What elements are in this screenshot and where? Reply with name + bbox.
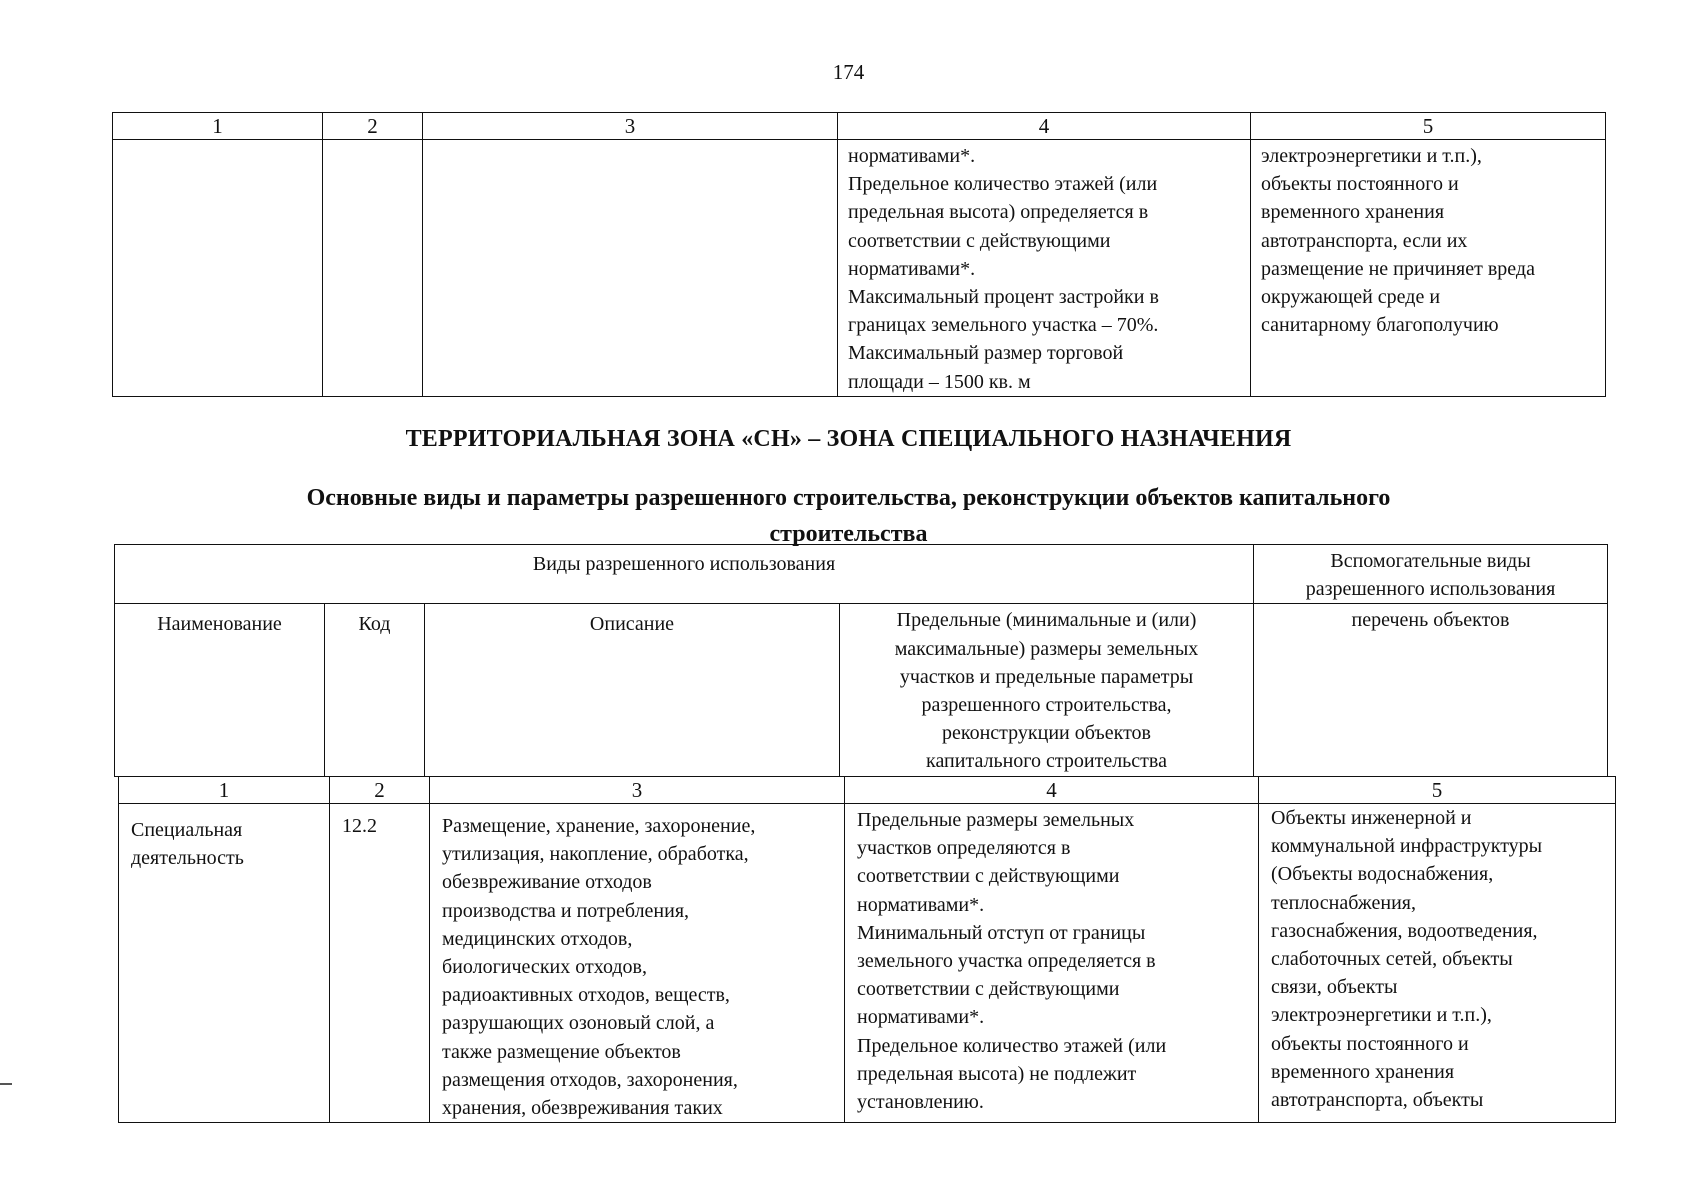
text-line: радиоактивных отходов, веществ, xyxy=(442,984,730,1007)
text-line: теплоснабжения, xyxy=(1271,891,1416,914)
text-line: границах земельного участка – 70%. xyxy=(848,314,1159,337)
column-number-row xyxy=(119,777,1616,804)
text-line: максимальные) размеры земельных xyxy=(894,637,1199,660)
text-line: соответствии с действующими xyxy=(857,978,1120,1001)
page-number: 174 xyxy=(832,60,865,84)
header-name xyxy=(115,604,325,776)
group-header xyxy=(115,545,1254,604)
text-line: электроэнергетики и т.п.), xyxy=(1261,145,1482,167)
cell-params xyxy=(838,140,1251,397)
section-heading-line: Основные виды и параметры разрешенного строительства, реконструкции объектов капитального xyxy=(306,485,1391,511)
text-line: коммунальной инфраструктуры xyxy=(1271,835,1543,858)
objects-text xyxy=(1259,804,1615,1114)
text-line: окружающей среде и xyxy=(1261,286,1441,309)
text-line: разрешенного строительства, xyxy=(921,694,1172,717)
text-line: Предельное количество этажей (или xyxy=(848,173,1158,196)
col-number: 5 xyxy=(1251,113,1606,140)
col-number: 1 xyxy=(119,777,330,804)
header-objects xyxy=(1254,604,1608,776)
data-table xyxy=(118,776,1616,1123)
text-line: объекты постоянного и xyxy=(1261,173,1459,196)
text-line: Минимальный отступ от границы xyxy=(857,921,1146,944)
text-line: нормативами*. xyxy=(857,1006,985,1029)
col-number: 3 xyxy=(423,113,838,140)
text-line: разрушающих озоновый слой, а xyxy=(442,1012,715,1035)
text-line: временного хранения xyxy=(1261,201,1445,224)
cell-name xyxy=(113,140,323,397)
text-line: утилизация, накопление, обработка, xyxy=(442,843,749,866)
cell-description xyxy=(430,804,845,1123)
text-line: Максимальный процент застройки в xyxy=(848,286,1159,309)
text-line: земельного участка определяется в xyxy=(857,950,1156,973)
text-line: установлению. xyxy=(857,1091,984,1114)
name-text xyxy=(119,804,329,872)
cell-params xyxy=(845,804,1259,1123)
col-number: 4 xyxy=(838,113,1251,140)
col-number: 4 xyxy=(845,777,1259,804)
text-line: производства и потребления, xyxy=(442,899,690,922)
text-line: (Объекты водоснабжения, xyxy=(1271,863,1494,886)
text-line: разрешенного использования xyxy=(1305,578,1556,601)
text-line: нормативами*. xyxy=(857,893,985,916)
text-line: Объекты инженерной и xyxy=(1271,807,1472,829)
text-line: Максимальный размер торговой xyxy=(848,342,1124,365)
text-line: нормативами*. xyxy=(848,145,976,167)
text-line: объекты постоянного и xyxy=(1271,1032,1469,1055)
text-line: участков и предельные параметры xyxy=(899,665,1194,688)
params-text xyxy=(838,140,1250,396)
text-line: Предельные (минимальные и (или) xyxy=(896,609,1197,632)
params-text xyxy=(845,804,1258,1116)
section-heading-line: строительства xyxy=(769,521,928,547)
col-number: 1 xyxy=(113,113,323,140)
cell-objects xyxy=(1259,804,1616,1123)
text-line: санитарному благополучию xyxy=(1261,314,1499,337)
text-line: капитального строительства xyxy=(926,750,1167,773)
code-text: 12.2 xyxy=(342,815,377,837)
cell-description xyxy=(423,140,838,397)
text-line: реконструкции объектов xyxy=(942,722,1151,745)
text-line: предельная высота) не подлежит xyxy=(857,1062,1137,1085)
cell-objects xyxy=(1251,140,1606,397)
scan-edge-mark xyxy=(0,1083,12,1085)
col-number: 5 xyxy=(1259,777,1616,804)
section-heading xyxy=(200,480,1497,552)
text-line: участков определяются в xyxy=(857,837,1071,860)
group-header-label: Виды разрешенного использования xyxy=(532,553,836,575)
column-header-row xyxy=(115,604,1608,776)
cell-code xyxy=(323,140,423,397)
text-line: Размещение, хранение, захоронение, xyxy=(442,815,756,837)
zone-heading: ТЕРРИТОРИАЛЬНАЯ ЗОНА «СН» – ЗОНА СПЕЦИАЛЬНОГО НАЗНАЧЕНИЯ xyxy=(405,426,1292,452)
text-line: газоснабжения, водоотведения, xyxy=(1271,919,1538,942)
aux-header-label xyxy=(1254,545,1607,603)
header-name-label: Наименование xyxy=(157,613,282,636)
text-line: Вспомогательные виды xyxy=(1330,550,1531,572)
text-line: биологических отходов, xyxy=(442,956,647,979)
text-line: Специальная xyxy=(131,819,243,841)
table-row xyxy=(113,140,1606,397)
description-text xyxy=(430,804,844,1122)
header-params-label xyxy=(840,604,1253,775)
text-line: автотранспорта, если их xyxy=(1261,229,1468,252)
text-line: слаботочных сетей, объекты xyxy=(1271,948,1513,971)
cell-code xyxy=(330,804,430,1123)
header-description-label: Описание xyxy=(589,613,675,636)
text-line: предельная высота) определяется в xyxy=(848,201,1149,224)
text-line: Предельное количество этажей (или xyxy=(857,1034,1167,1057)
cell-name xyxy=(119,804,330,1123)
text-line: также размещение объектов xyxy=(442,1040,681,1063)
text-line: деятельность xyxy=(131,847,244,870)
group-header-row xyxy=(115,545,1608,604)
header-description xyxy=(425,604,840,776)
text-line: медицинских отходов, xyxy=(442,927,633,950)
continuation-table xyxy=(112,112,1606,397)
header-code xyxy=(325,604,425,776)
column-number-row xyxy=(113,113,1606,140)
text-line: обезвреживание отходов xyxy=(442,871,652,894)
text-line: соответствии с действующими xyxy=(857,865,1120,888)
text-line: связи, объекты xyxy=(1271,976,1398,999)
text-line: хранения, обезвреживания таких xyxy=(442,1097,723,1120)
header-code-label: Код xyxy=(358,613,391,636)
text-line: автотранспорта, объекты xyxy=(1271,1089,1484,1112)
text-line: нормативами*. xyxy=(848,257,976,280)
col-number: 3 xyxy=(430,777,845,804)
text-line: Предельные размеры земельных xyxy=(857,809,1135,831)
col-number: 2 xyxy=(323,113,423,140)
table-row xyxy=(119,804,1616,1123)
header-objects-label: перечень объектов xyxy=(1351,609,1510,632)
aux-header xyxy=(1254,545,1608,604)
header-table xyxy=(114,544,1608,777)
text-line: размещение не причиняет вреда xyxy=(1261,257,1535,280)
text-line: временного хранения xyxy=(1271,1060,1455,1083)
header-params xyxy=(840,604,1254,776)
text-line: площади – 1500 кв. м xyxy=(848,370,1031,393)
text-line: соответствии с действующими xyxy=(848,229,1111,252)
text-line: электроэнергетики и т.п.), xyxy=(1271,1004,1492,1027)
objects-text xyxy=(1251,140,1605,339)
text-line: размещения отходов, захоронения, xyxy=(442,1068,738,1091)
col-number: 2 xyxy=(330,777,430,804)
